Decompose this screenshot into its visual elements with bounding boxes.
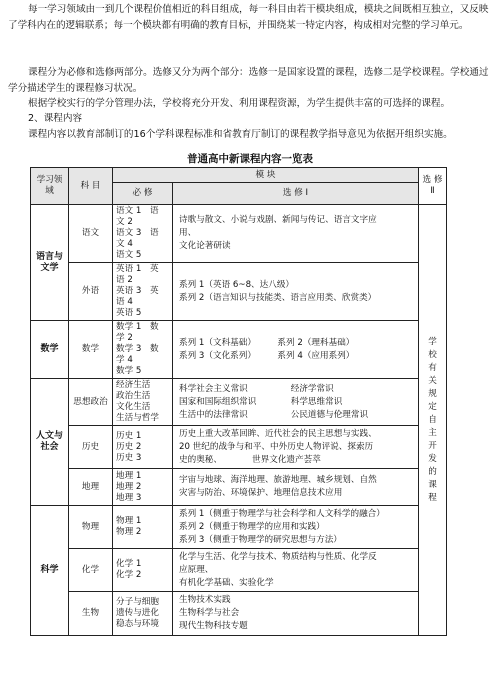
subject-cell: 物理 [69,506,113,549]
required-cell: 化学 1 化学 2 [113,549,173,592]
elective1-cell: 系列 1（英语 6~8、达八级） 系列 2（语言知识与技能类、语言应用类、欣赏类） [173,263,419,321]
header-elective1: 选 修 Ⅰ [173,183,419,205]
table-row [31,379,447,426]
required-cell: 分子与细胞 遗传与进化 稳态与环境 [113,592,173,636]
header-subject: 科 目 [69,168,113,205]
table-row [31,469,447,506]
table-row [31,205,447,263]
intro-paragraph-5: 课程内容以教育部制订的16个学科课程标准和省教育厅制订的课程教学指导意见为依据开组织实施。 [28,129,453,140]
subject-cell: 化学 [69,549,113,592]
subject-cell: 思想政治 [69,379,113,426]
table-row [31,506,447,549]
intro-paragraph-3: 根据学校实行的学分管理办法，学校将充分开发、利用课程资源，为学生提供丰富的可选择的课程。 [28,98,451,109]
subject-cell: 语文 [69,205,113,263]
table-row [31,549,447,592]
area-label: 人文与社会 [31,379,69,506]
subject-cell: 数学 [69,321,113,379]
required-cell: 经济生活 政治生活 文化生活 生活与哲学 [113,379,173,426]
table-row [31,263,447,321]
table-title: 普通高中新课程内容一览表 [187,153,313,165]
table-row [31,592,447,636]
intro-paragraph-2: 课程分为必修和选修两部分。选修又分为两个部分：选修一是国家设置的课程，选修二是学校课程。学校通过学分描述学生的课程修习状况。 [8,67,489,94]
curriculum-table [30,167,447,636]
header-required: 必 修 [113,183,173,205]
elective1-cell: 系列 1（文科基础） 系列 2（理科基础） 系列 3（文化系列） 系列 4（应用系列） [173,321,419,379]
area-label: 语言与文学 [31,205,69,321]
header-module: 模 块 [113,168,419,183]
elective1-cell: 诗歌与散文、小说与戏剧、新闻与传记、语言文字应 用、 文化论著研读 [173,205,419,263]
required-cell: 历史 1 历史 2 历史 3 [113,426,173,469]
elective1-cell: 宇宙与地球、海洋地理、旅游地理、城乡规划、自然 灾害与防治、环境保护、地理信息技术应用 [173,469,419,506]
required-cell: 地理 1 地理 2 地理 3 [113,469,173,506]
area-label: 数学 [31,321,69,379]
section-heading: 2、课程内容 [28,113,83,124]
elective1-cell: 系列 1（侧重于物理学与社会科学和人文科学的融合） 系列 2（侧重于物理学的应用和实践） 系列 3（侧重于物理学的研究思想与方法） [173,506,419,549]
required-cell: 语文 1 语 文 2 语文 3 语 文 4 语文 5 [113,205,173,263]
table-row [31,426,447,469]
header-elective2: 选 修 Ⅱ [419,168,447,205]
required-cell: 英语 1 英 语 2 英语 3 英 语 4 英语 5 [113,263,173,321]
subject-cell: 历史 [69,426,113,469]
required-cell: 数学 1 数 学 2 数学 3 数 学 4 数学 5 [113,321,173,379]
subject-cell: 地理 [69,469,113,506]
subject-cell: 生物 [69,592,113,636]
elective1-cell: 历史上重大改革回眸、近代社会的民主思想与实践、 20 世纪的战争与和平、中外历史人物评说、探索历 史的奥秘、 世界文化遗产荟萃 [173,426,419,469]
elective2-cell: 学 校 有 关 规 定 自 主 开 发 的 课 程 [419,205,447,636]
area-label: 科学 [31,506,69,636]
intro-paragraph-1: 每一学习领域由一到几个课程价值相近的科目组成，每一科目由若干模块组成，模块之间既相互独立，又反映了学科内在的逻辑联系；每一个模块都有明确的教育目标，并围绕某一特定内容，构成相对完整的学习单元。 [8,4,489,31]
table-row [31,321,447,379]
required-cell: 物理 1 物理 2 [113,506,173,549]
elective1-cell: 生物技术实践 生物科学与社会 现代生物科技专题 [173,592,419,636]
subject-cell: 外语 [69,263,113,321]
elective1-cell: 科学社会主义常识 经济学常识 国家和国际组织常识 科学思维常识 生活中的法律常识 公民道德与伦理常识 [173,379,419,426]
elective1-cell: 化学与生活、化学与技术、物质结构与性质、化学反 应原理、 有机化学基础、实验化学 [173,549,419,592]
header-area: 学习领域 [31,168,69,205]
